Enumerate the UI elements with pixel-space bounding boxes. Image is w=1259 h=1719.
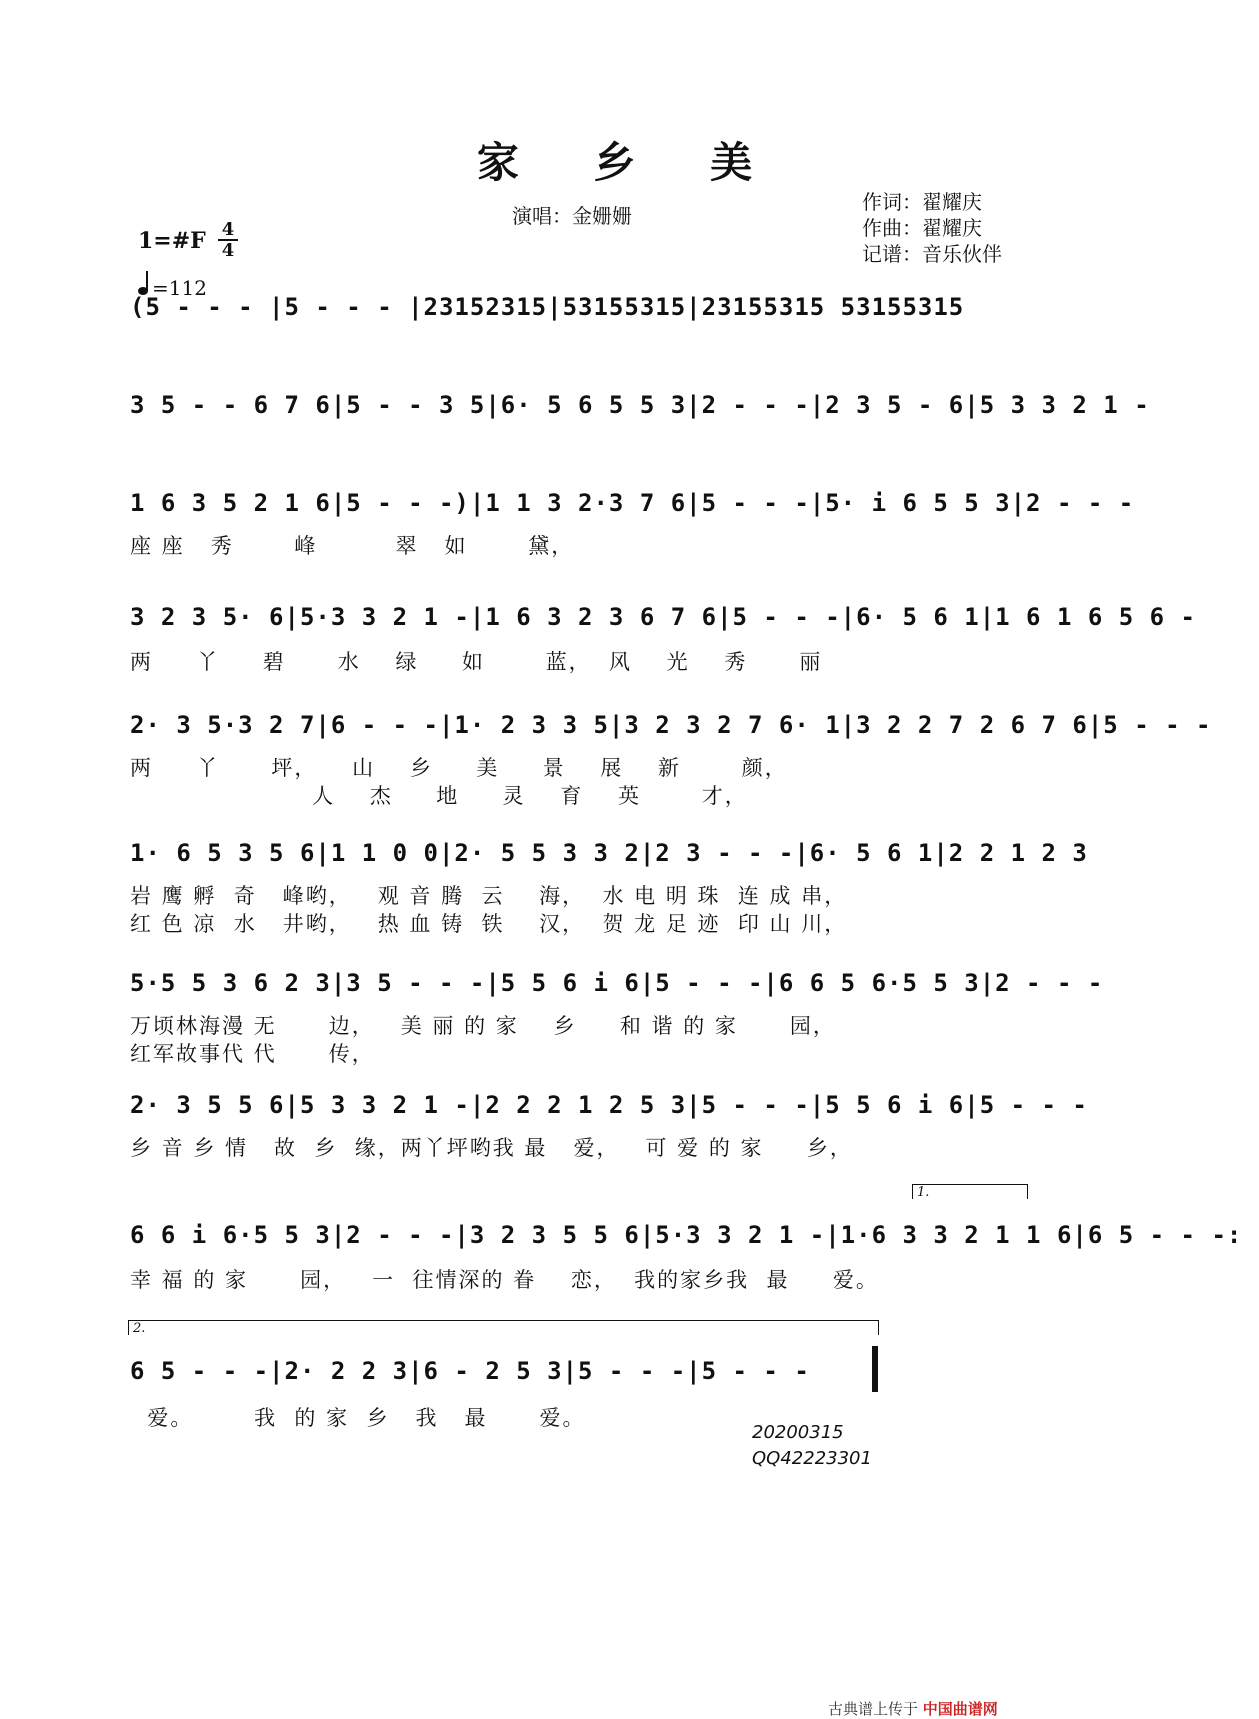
key-signature: 1=#F: [138, 228, 206, 254]
row-notes: (5 - - - |5 - - - |23152315|53155315|23155315 53155315: [130, 293, 965, 321]
row-notes: 2· 3 5 5 6|5 3 3 2 1 -|2 2 2 1 2 5 3|5 - - -|5 5 6 i 6|5 - - -: [130, 1091, 1088, 1119]
lyric-line-2: 红 色 凉 水 井哟， 热 血 铸 铁 汉， 贺 龙 足 迹 印 山 川，: [130, 912, 848, 936]
lyric-line: 幸 福 的 家 园， 一 往情深的 眷 恋， 我的家乡我 最 爱。: [130, 1268, 879, 1292]
watermark-brand: 中国曲谱网: [922, 1700, 998, 1718]
lyric-line-2: 人 杰 地 灵 育 英 才，: [130, 784, 748, 808]
lyric-line-1: 两 丫 坪， 山 乡 美 景 展 新 颜，: [130, 756, 788, 780]
lyric-line: 爱。 我 的 家 乡 我 最 爱。: [130, 1406, 586, 1430]
time-signature: [218, 220, 238, 260]
tempo-value: =112: [152, 276, 207, 300]
footer: [752, 1420, 872, 1472]
row-notes: 6 5 - - -|2· 2 2 3|6 - 2 5 3|5 - - -|5 - - -: [130, 1357, 810, 1385]
credit-lyricist: 作词：翟耀庆: [862, 190, 982, 214]
row-notes: 6 6 i 6·5 5 3|2 - - -|3 2 3 5 5 6|5·3 3 2 1 -|1·6 3 3 2 1 1 6|6 5 - - -:: [130, 1221, 1243, 1249]
time-signature-bottom: 4: [218, 239, 238, 260]
credit-transcriber: 记谱：音乐伙伴: [862, 242, 1002, 266]
credit-composer: 作曲：翟耀庆: [862, 216, 982, 240]
time-signature-top: 4: [221, 219, 235, 240]
lyric-line-1: 万顷林海漫 无 边， 美 丽 的 家 乡 和 谐 的 家 园，: [130, 1014, 836, 1038]
lyric-line: 座 座 秀 峰 翠 如 黛，: [130, 534, 575, 558]
row-notes: 5·5 5 3 6 2 3|3 5 - - -|5 5 6 i 6|5 - - -|6 6 5 6·5 5 3|2 - - -: [130, 969, 1104, 997]
performer: 演唱：金姗姗: [512, 204, 632, 228]
row-notes: 1· 6 5 3 5 6|1 1 0 0|2· 5 5 3 3 2|2 3 - - -|6· 5 6 1|2 2 1 2 3: [130, 839, 1088, 867]
footer-qq: QQ42223301: [752, 1448, 872, 1469]
page-title: 家 乡 美: [476, 138, 783, 187]
row-notes: 2· 3 5·3 2 7|6 - - -|1· 2 3 3 5|3 2 3 2 7 6· 1|3 2 2 7 2 6 7 6|5 - - -: [130, 711, 1212, 739]
lyric-line: 乡 音 乡 情 故 乡 缘，两丫坪哟我 最 爱， 可 爱 的 家 乡，: [130, 1136, 853, 1160]
watermark: [828, 1698, 998, 1719]
row-notes: 3 5 - - 6 7 6|5 - - 3 5|6· 5 6 5 5 3|2 - - -|2 3 5 - 6|5 3 3 2 1 -: [130, 391, 1150, 419]
watermark-text: 古典谱上传于: [828, 1700, 919, 1718]
lyric-line-1: 岩 鹰 孵 奇 峰哟， 观 音 腾 云 海， 水 电 明 珠 连 成 串，: [130, 884, 848, 908]
row-notes: 3 2 3 5· 6|5·3 3 2 1 -|1 6 3 2 3 6 7 6|5 - - -|6· 5 6 1|1 6 1 6 5 6 -: [130, 603, 1196, 631]
lyric-line-2: 红军故事代 代 传，: [130, 1042, 375, 1066]
second-ending-bracket: 2.: [128, 1320, 879, 1335]
first-ending-bracket: 1.: [912, 1184, 1028, 1199]
lyric-line: 两 丫 碧 水 绿 如 蓝， 风 光 秀 丽: [130, 650, 823, 674]
footer-date: 20200315: [752, 1422, 844, 1443]
row-notes: 1 6 3 5 2 1 6|5 - - -)|1 1 3 2·3 7 6|5 - - -|5· i 6 5 5 3|2 - - -: [130, 489, 1135, 517]
final-barline: [872, 1346, 878, 1392]
